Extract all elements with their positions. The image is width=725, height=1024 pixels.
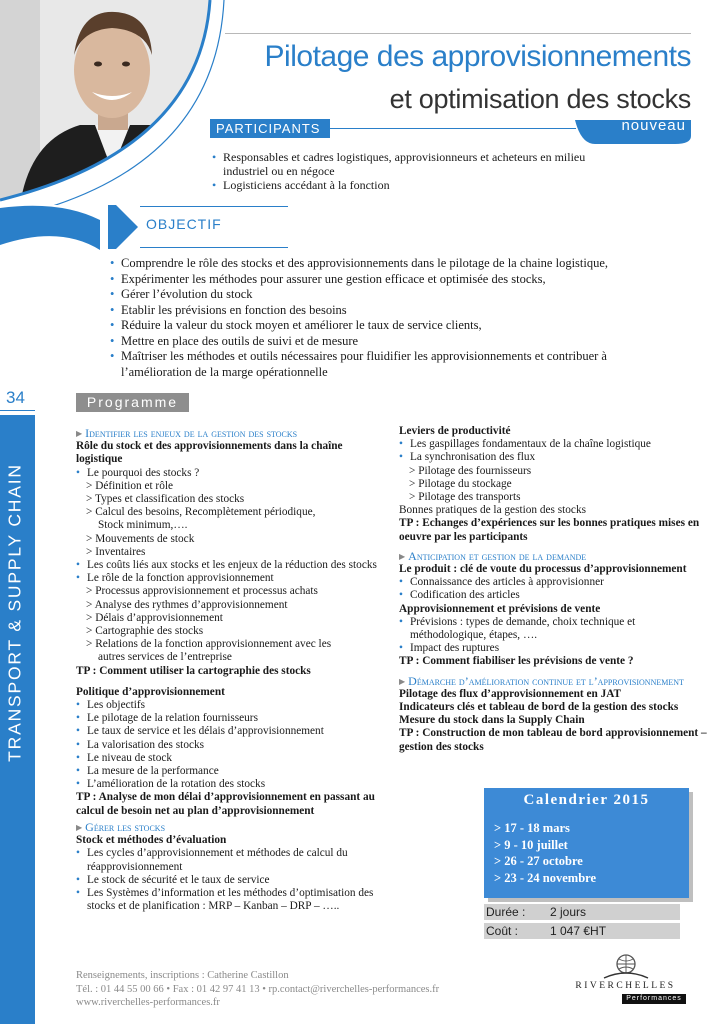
text-line: Mesure du stock dans la Supply Chain [399,714,585,727]
list-item: • La valorisation des stocks [76,739,386,752]
list-item: • Connaissance des articles à approvisionner [399,576,709,589]
triangle-icon: ▶ [399,676,406,686]
list-item: • Mettre en place des outils de suivi et de mesure [110,334,670,350]
sub-item: autres services de l’entreprise [98,651,232,664]
list-item: • La mesure de la performance [76,765,386,778]
list-item: • Les objectifs [76,699,386,712]
logo-subtitle: Performances [622,994,686,1004]
page-title: Pilotage des approvisionnements [264,40,691,73]
sub-item: > Pilotage des fournisseurs [409,464,532,477]
footer-line: Tél. : 01 44 55 00 66 • Fax : 01 42 97 41 13 • rp.contact@riverchelles-performances.fr [76,983,440,995]
calendar-date: > 26 - 27 octobre [494,854,583,868]
section-subtitle: Approvisionnement et prévisions de vente [399,602,601,615]
riverchelles-logo-icon [596,950,656,982]
presenter-photo [0,0,225,205]
list-item: • Maîtriser les méthodes et outils nécessaires pour fluidifier les approvisionnements et contribuer à l’amélioration de la marge opérationnelle [110,349,670,380]
section-subtitle: Rôle du stock et des approvisionnements dans la chaîne logistique [76,440,343,466]
objectif-label: OBJECTIF [146,216,222,232]
sub-item: > Relations de la fonction approvisionnement avec les [86,638,332,651]
list-item: • Expérimenter les méthodes pour assurer une gestion efficace et optimisée des stocks, [110,272,670,288]
objectif-rule-bottom [140,247,288,248]
list-item: • Réduire la valeur du stock moyen et améliorer le taux de service clients, [110,318,670,334]
section-title: Identifier les enjeux de la gestion des stocks [85,426,298,440]
list-item: • Le rôle de la fonction approvisionnement [76,572,386,585]
header-rule [225,33,691,34]
list-item: • Codification des articles [399,589,709,602]
list-item: • L’amélioration de la rotation des stocks [76,778,386,791]
sub-item: > Pilotage des transports [409,491,521,504]
list-item: • Impact des ruptures [399,642,709,655]
duree-value: 2 jours [550,905,587,919]
tp-line: TP : Comment fiabiliser les prévisions de vente ? [399,655,634,668]
cout-value: 1 047 €HT [550,924,607,938]
triangle-icon: ▶ [76,429,83,438]
section-title: Gérer les stocks [85,819,166,834]
list-item: • Le taux de service et les délais d’approvisionnement [76,725,386,738]
programme-label: Programme [76,393,189,412]
text-line: Pilotage des flux d’approvisionnement en JAT [399,687,622,700]
sub-item: > Définition et rôle [86,479,173,492]
section-subtitle: Stock et méthodes d’évaluation [76,834,227,847]
section-title: Démarche d’amélioration continue et l’approvisionnement [408,673,684,688]
duree-row [484,904,680,920]
objectif-arrow-icon [108,205,138,249]
participants-rule [330,128,576,129]
programme-right-column [399,425,709,754]
list-item: • La synchronisation des flux [399,451,709,464]
calendar-date: > 23 - 24 novembre [494,870,597,885]
list-item: • Prévisions : types de demande, choix technique et méthodologique, étapes, …. [399,616,709,642]
section-title: Anticipation et gestion de la demande [408,548,587,563]
triangle-icon: ▶ [76,822,83,832]
list-item: • Responsables et cadres logistiques, approvisionneurs et acheteurs en milieu industriel ou en négoce [212,150,632,178]
list-item: • Le pourquoi des stocks ? [76,467,386,480]
participants-label: PARTICIPANTS [210,119,330,138]
list-item: • Le stock de sécurité et le taux de service [76,874,386,887]
list-item: • Gérer l’évolution du stock [110,287,670,303]
calendar-date: > 17 - 18 mars [494,821,570,835]
tp-line: TP : Analyse de mon délai d’approvisionnement en passant au calcul de besoin net au plan d’approvisionnement [76,791,375,817]
tp-line: TP : Construction de mon tableau de bord approvisionnement – gestion des stocks [399,727,707,753]
text-line: Indicateurs clés et tableau de bord de la gestion des stocks [399,701,679,714]
sub-item: > Pilotage du stockage [409,477,512,490]
list-item: • Comprendre le rôle des stocks et des approvisionnements dans le pilotage de la chaine logistique, [110,256,670,272]
sub-item: > Cartographie des stocks [86,625,204,638]
triangle-icon: ▶ [399,551,406,561]
list-item: • Les cycles d’approvisionnement et méthodes de calcul du réapprovisionnement [76,847,386,873]
list-item: • Etablir les prévisions en fonction des besoins [110,303,670,319]
section-subtitle: Politique d’approvisionnement [76,685,225,698]
calendar-date: > 9 - 10 juillet [494,837,568,852]
page-number: 34 [6,388,25,407]
calendar-dates [494,820,596,886]
sub-item: > Délais d’approvisionnement [86,611,223,624]
sub-item: > Processus approvisionnement et processus achats [86,585,318,598]
cout-label: Coût : [486,924,519,938]
list-item: • Les coûts liés aux stocks et les enjeux de la réduction des stocks [76,559,386,572]
calendar-title: Calendrier 2015 [523,792,650,808]
section-subtitle: Leviers de productivité [399,425,511,437]
tp-line: TP : Comment utiliser la cartographie des stocks [76,664,311,677]
sub-item: Stock minimum,…. [98,519,188,532]
list-item: • Les Systèmes d’information et les méthodes d’optimisation des stocks et de planification : MRP – Kanban – DRP – ….. [76,887,386,913]
footer-line: www.riverchelles-performances.fr [76,997,220,1008]
list-item: • Le pilotage de la relation fournisseurs [76,712,386,725]
objectif-list [110,256,670,380]
logo-wordmark: RIVERCHELLES [575,981,676,991]
objectif-rule-top [140,206,288,207]
footer-contact [76,969,439,1010]
sub-item: > Types et classification des stocks [86,493,245,506]
nouveau-badge: nouveau [621,117,686,134]
duree-label: Durée : [486,905,526,919]
category-label: TRANSPORT & SUPPLY CHAIN [4,463,25,762]
section-subtitle: Le produit : clé de voute du processus d’approvisionnement [399,563,687,576]
sub-item: > Mouvements de stock [86,532,195,545]
participants-list [212,150,632,192]
tp-line: TP : Echanges d’expériences sur les bonnes pratiques mises en oeuvre par les participants [399,517,700,543]
sub-item: > Analyse des rythmes d’approvisionnement [86,598,288,611]
cout-row [484,923,680,939]
programme-left-column [76,427,386,913]
list-item: • Les gaspillages fondamentaux de la chaîne logistique [399,438,709,451]
list-item: • Le niveau de stock [76,752,386,765]
footer-line: Renseignements, inscriptions : Catherine Castillon [76,970,289,981]
sub-item: > Inventaires [86,545,146,558]
sub-item: > Calcul des besoins, Recomplètement périodique, [86,506,316,519]
text-line: Bonnes pratiques de la gestion des stocks [399,504,586,517]
list-item: • Logisticiens accédant à la fonction [212,178,632,192]
page-subtitle: et optimisation des stocks [389,84,691,114]
